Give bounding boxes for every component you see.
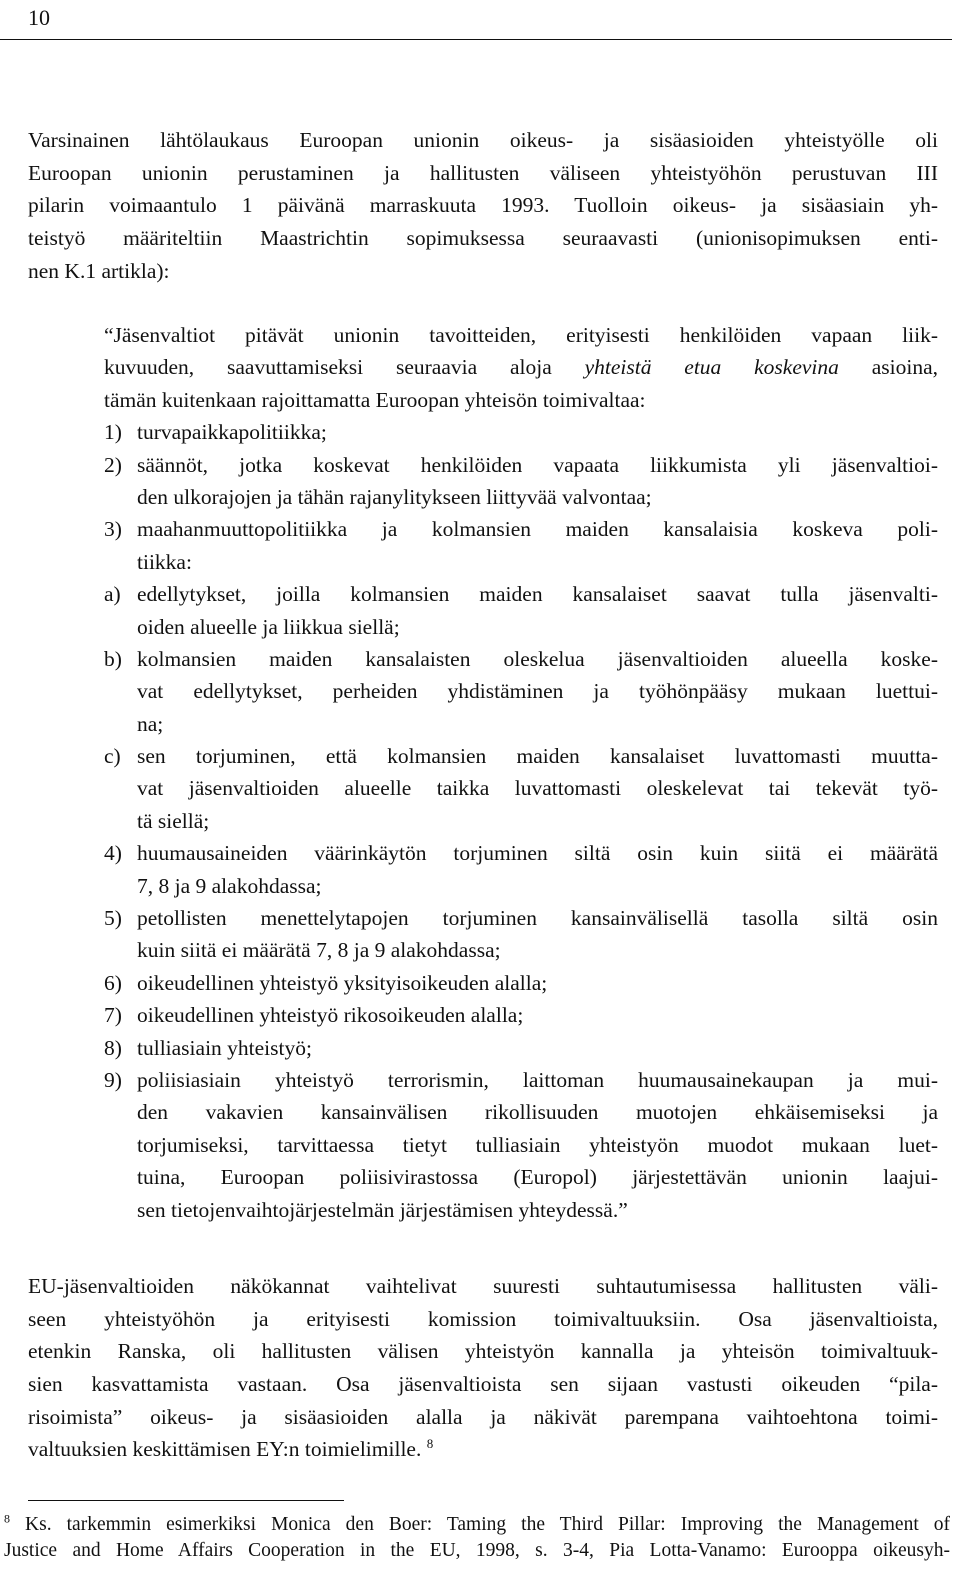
page-number: 10: [28, 5, 50, 30]
paragraph-line: sien kasvattamista vastaan. Osa jäsenvaltioista sen sijaan vastusti oikeuden “pila-: [28, 1372, 938, 1397]
list-item: [104, 513, 938, 578]
list-item-number: 8): [104, 1035, 122, 1060]
list-item-number: 5): [104, 906, 122, 931]
list-item-line: säännöt, jotka koskevat henkilöiden vapaata liikkumista yli jäsenvaltioi-: [137, 452, 938, 477]
list-item-line: sen tietojenvaihtojärjestelmän järjestämisen yhteydessä.”: [137, 1197, 628, 1222]
list-item-line: den vakavien kansainvälisen rikollisuuden muotojen ehkäisemiseksi ja: [137, 1100, 938, 1125]
footnote-rule: [28, 1500, 344, 1501]
footnote-reference[interactable]: 8: [426, 1436, 434, 1452]
list-item-line: den ulkorajojen ja tähän rajanylitykseen liittyvää valvontaa;: [137, 484, 652, 509]
list-item-number: 2): [104, 452, 122, 477]
paragraph-line: pilarin voimaantulo 1 päivänä marraskuuta 1993. Tuolloin oikeus- ja sisäasiain yh-: [28, 193, 938, 218]
list-item-number: 4): [104, 841, 122, 866]
list-item-number: 6): [104, 970, 122, 995]
paragraph-line: nen K.1 artikla):: [28, 258, 170, 283]
list-item-number: 7): [104, 1003, 122, 1028]
quote-line: kuvuuden, saavuttamiseksi seuraavia aloja yhteistä etua koskevina asioina,: [104, 355, 938, 380]
list-item-number: 1): [104, 420, 122, 445]
quote-line: tämän kuitenkaan rajoittamatta Euroopan yhteisön toimivaltaa:: [104, 387, 646, 412]
paragraph-line: EU-jäsenvaltioiden näkökannat vaihtelivat suuresti suhtautumisessa hallitusten väli-: [28, 1274, 938, 1298]
list-item: [104, 967, 938, 999]
list-item-line: torjumiseksi, tarvittaessa tietyt tulliasiain yhteistyön muodot mukaan luet-: [137, 1132, 938, 1157]
list-item-line: vat jäsenvaltioiden alueelle taikka luvattomasti oleskelevat tai tekevät työ-: [137, 776, 938, 801]
list-item-line: kuin siitä ei määrätä 7, 8 ja 9 alakohdassa;: [137, 938, 501, 963]
list-item: [104, 1064, 938, 1226]
quote-line: “Jäsenvaltiot pitävät unionin tavoitteiden, erityisesti henkilöiden vapaan liik-: [104, 323, 938, 347]
list-item-line: tä siellä;: [137, 808, 210, 833]
list-item: [104, 416, 938, 448]
footnote-marker: 8: [4, 1511, 10, 1526]
list-item-line: tuina, Euroopan poliisivirastossa (Europol) järjestettävän unionin laajui-: [137, 1165, 938, 1190]
list-item-line: na;: [137, 711, 164, 736]
list-item-line: petollisten menettelytapojen torjuminen kansainvälisellä tasolla siltä osin: [137, 906, 938, 931]
italic-phrase: yhteistä etua koskevina: [584, 355, 839, 380]
list-item-line: maahanmuuttopolitiikka ja kolmansien maiden kansalaisia koskeva poli-: [137, 517, 938, 542]
paragraph-1: [28, 124, 938, 287]
list-item: [104, 902, 938, 967]
list-item-line: kolmansien maiden kansalaisten oleskelua jäsenvaltioiden alueella koske-: [137, 646, 938, 671]
list-item-line: 7, 8 ja 9 alakohdassa;: [137, 873, 322, 898]
footnote: [4, 1512, 950, 1564]
list-item-number: 9): [104, 1067, 122, 1092]
footnote-line: Justice and Home Affairs Cooperation in the EU, 1998, s. 3-4, Pia Lotta-Vanamo: Eurooppa oikeusyh-: [4, 1540, 950, 1561]
list-item-line: tiikka:: [137, 549, 192, 574]
list-item-line: edellytykset, joilla kolmansien maiden kansalaiset saavat tulla jäsenvalti-: [137, 582, 938, 607]
paragraph-line: etenkin Ranska, oli hallitusten välisen yhteistyön kannalla ja yhteisön toimivaltuuk-: [28, 1339, 938, 1364]
block-quote: [104, 319, 938, 1226]
list-item: [104, 740, 938, 837]
paragraph-line: valtuuksien keskittämisen EY:n toimielimille. $^8$: [28, 1436, 434, 1462]
quote-list: [104, 416, 938, 1226]
list-item-line: oikeudellinen yhteistyö yksityisoikeuden alalla;: [137, 970, 548, 995]
list-item-number: 3): [104, 517, 122, 542]
footnote-line: $^8$ Ks. tarkemmin esimerkiksi Monica den Boer: Taming the Third Pillar: Improving the Management of: [4, 1511, 951, 1535]
paragraph-2: [28, 1270, 938, 1466]
list-item: [104, 999, 938, 1031]
list-item-line: huumausaineiden väärinkäytön torjuminen siltä osin kuin siitä ei määrätä: [137, 841, 938, 866]
list-item-line: oiden alueelle ja liikkua siellä;: [137, 614, 400, 639]
list-item: [104, 578, 938, 643]
list-item-line: vat edellytykset, perheiden yhdistäminen ja työhönpääsy mukaan luettui-: [137, 679, 938, 704]
paragraph-line: Euroopan unionin perustaminen ja hallitusten väliseen yhteistyöhön perustuvan III: [28, 160, 938, 185]
list-item: [104, 837, 938, 902]
list-item-line: tulliasiain yhteistyö;: [137, 1035, 312, 1060]
paragraph-line: Varsinainen lähtölaukaus Euroopan unionin oikeus- ja sisäasioiden yhteistyölle oli: [28, 128, 938, 152]
list-item: [104, 643, 938, 740]
list-item-line: poliisiasiain yhteistyö terrorismin, laittoman huumausainekaupan ja mui-: [137, 1067, 938, 1092]
header-rule: [0, 39, 952, 40]
list-item-number: c): [104, 744, 121, 769]
list-item: [104, 449, 938, 514]
paragraph-line: risoimista” oikeus- ja sisäasioiden alalla ja näkivät parempana vaihtoehtona toimi-: [28, 1404, 938, 1429]
list-item-line: turvapaikkapolitiikka;: [137, 420, 327, 445]
paragraph-line: seen yhteistyöhön ja erityisesti komission toimivaltuuksiin. Osa jäsenvaltioista,: [28, 1306, 938, 1331]
list-item-line: sen torjuminen, että kolmansien maiden kansalaiset luvattomasti muutta-: [137, 744, 938, 769]
list-item-number: b): [104, 646, 122, 671]
list-item-number: a): [104, 582, 121, 607]
list-item-line: oikeudellinen yhteistyö rikosoikeuden alalla;: [137, 1003, 524, 1028]
paragraph-line: teistyö määriteltiin Maastrichtin sopimuksessa seuraavasti (unionisopimuksen enti-: [28, 226, 938, 251]
list-item: [104, 1032, 938, 1064]
